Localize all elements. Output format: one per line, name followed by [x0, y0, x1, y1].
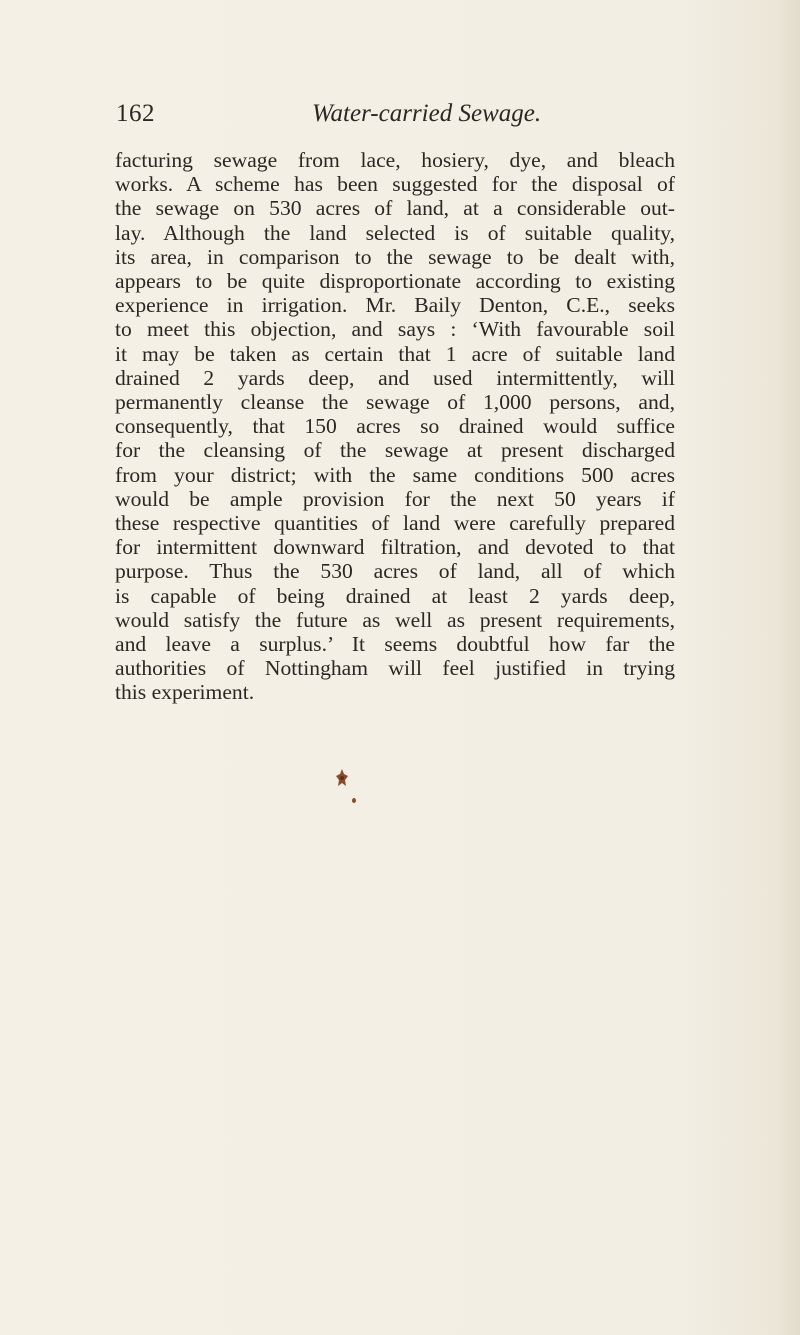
text-line: is capable of being drained at least 2 yards deep,	[115, 583, 675, 608]
text-line: experience in irrigation. Mr. Baily Denton, C.E., seeks	[115, 293, 675, 318]
text-line: purpose. Thus the 530 acres of land, all of which	[115, 559, 675, 584]
text-line: this experiment.	[115, 680, 255, 705]
text-line: appears to be quite disproportionate according to existing	[115, 269, 675, 294]
text-line: permanently cleanse the sewage of 1,000 persons, and,	[115, 390, 675, 415]
text-line: and leave a surplus.’ It seems doubtful how far the	[115, 632, 675, 657]
text-line: facturing sewage from lace, hosiery, dye, and bleach	[115, 148, 675, 172]
text-line: from your district; with the same conditions 500 acres	[115, 462, 675, 487]
text-line: lay. Although the land selected is of suitable quality,	[115, 220, 675, 245]
text-line: to meet this objection, and says : ‘With favourable soil	[115, 317, 675, 342]
text-line: for intermittent downward filtration, and devoted to that	[115, 535, 675, 560]
text-line: works. A scheme has been suggested for the disposal of	[115, 172, 675, 197]
text-line: its area, in comparison to the sewage to be dealt with,	[115, 244, 675, 269]
printer-ornament-icon	[334, 768, 350, 788]
text-line: authorities of Nottingham will feel justified in trying	[115, 656, 675, 681]
text-line: the sewage on 530 acres of land, at a considerable out-	[115, 196, 675, 221]
text-line: drained 2 yards deep, and used intermittently, will	[115, 365, 675, 390]
text-line: it may be taken as certain that 1 acre of suitable land	[115, 341, 675, 366]
text-line: these respective quantities of land were carefully prepared	[115, 511, 675, 536]
body-paragraph	[115, 148, 675, 705]
running-title: Water-carried Sewage.	[312, 100, 542, 127]
ink-speck	[352, 798, 356, 803]
text-line: for the cleansing of the sewage at present discharged	[115, 438, 675, 463]
text-line: would satisfy the future as well as present requirements,	[115, 607, 675, 632]
page-header	[116, 100, 676, 140]
text-line: would be ample provision for the next 50 years if	[115, 486, 675, 511]
page-number: 162	[116, 100, 155, 127]
text-line: consequently, that 150 acres so drained would suffice	[115, 414, 675, 439]
